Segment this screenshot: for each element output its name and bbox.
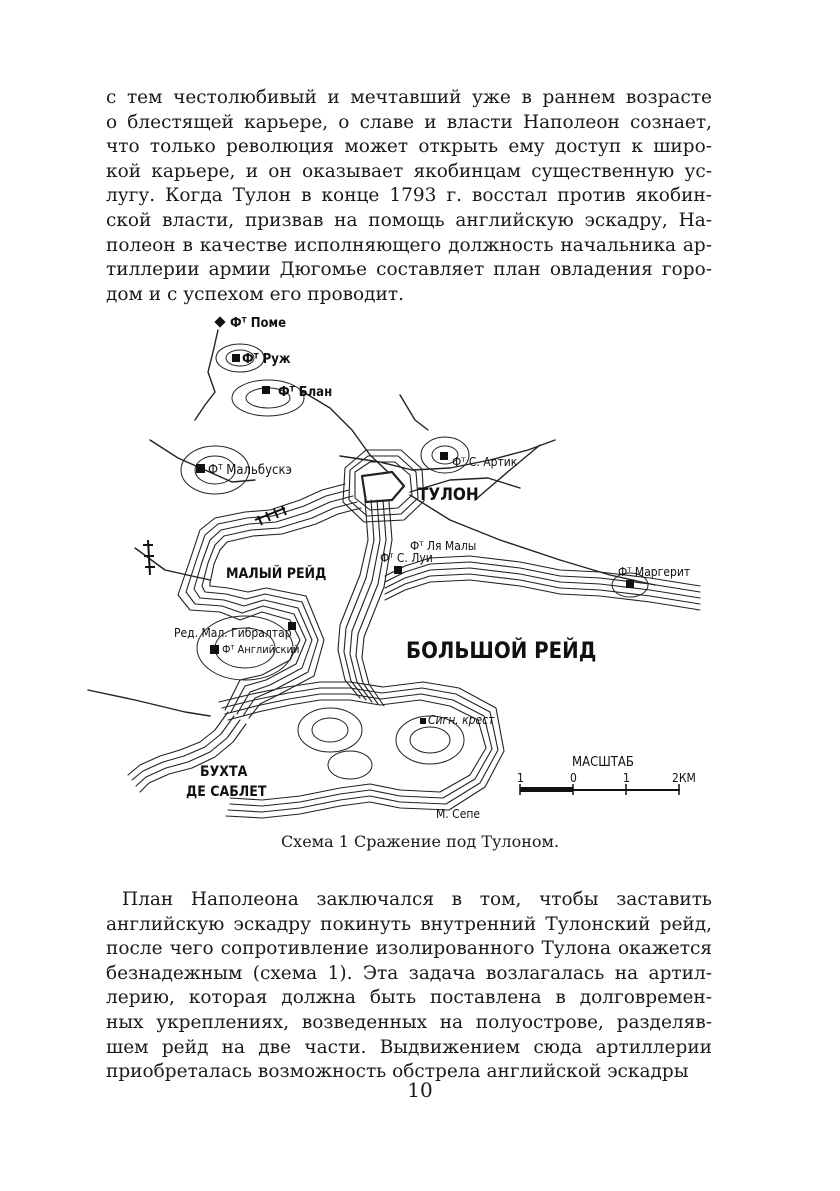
label-fort-la-maly: Фᵀ Ля Малы	[410, 539, 477, 553]
text-line: ных укреплениях, возведенных на полуострове, разделяв-	[106, 1011, 712, 1033]
label-fort-angliysky: Фᵀ Английский	[222, 643, 300, 656]
text-line: шем рейд на две части. Выдвижением сюда артиллерии	[106, 1036, 712, 1058]
figure-caption: Схема 1 Сражение под Тулоном.	[280, 832, 560, 851]
scale-tick: 1	[517, 771, 524, 785]
text-line: кой карьере, и он оказывает якобинцам существенную ус-	[106, 160, 712, 182]
fort-ruzh-marker	[232, 354, 240, 362]
text-line: с тем честолюбивый и мечтавший уже в раннем возрасте	[106, 87, 712, 108]
scale-tick: 0	[570, 771, 577, 785]
toulon-battle-map	[84, 306, 716, 834]
label-toulon: ТУЛОН	[418, 485, 479, 505]
paragraph-bottom	[106, 888, 712, 1085]
text-line: План Наполеона заключался в том, чтобы заставить	[122, 889, 712, 910]
text-line: полеон в качестве исполняющего должность начальника ар-	[106, 234, 712, 256]
label-fort-malbuske: Фᵀ Мальбускэ	[208, 463, 292, 478]
paragraph-top	[106, 86, 712, 307]
text-line: дом и с успехом его проводит.	[106, 283, 404, 305]
fort-angliysky-marker	[210, 645, 219, 654]
label-fort-margerit: Фᵀ Маргерит	[618, 565, 691, 579]
fort-blan-marker	[262, 386, 270, 394]
scale-tick: 2КМ	[672, 771, 696, 785]
barrages	[143, 506, 286, 575]
text-line: английскую эскадру покинуть внутренний Тулонский рейд,	[106, 913, 712, 935]
label-small-roadstead: МАЛЫЙ РЕЙД	[226, 566, 327, 582]
text-line: после чего сопротивление изолированного Тулона окажется	[106, 938, 712, 960]
text-line: тиллерии армии Дюгомье составляет план овладения горо-	[106, 259, 712, 281]
text-line: лугу. Когда Тулон в конце 1793 г. восстал против якобин-	[106, 185, 712, 207]
label-fort-ruzh: Фᵀ Руж	[242, 352, 291, 367]
scale-bar	[517, 755, 696, 795]
text-line: что только революция может открыть ему доступ к широ-	[106, 136, 712, 158]
scale-tick: 1	[623, 771, 630, 785]
label-bay: БУХТА	[200, 764, 248, 780]
page-number: 10	[407, 1078, 433, 1102]
signal-cross-marker	[420, 718, 426, 724]
label-signal-cross: Сигн. крест	[428, 713, 495, 727]
text-line: ской власти, призвав на помощь английскую эскадру, На-	[106, 209, 712, 231]
fort-s-artik-marker	[440, 452, 448, 460]
scale-title: МАСШТАБ	[572, 755, 634, 770]
fort-pome-marker	[214, 316, 225, 327]
label-fort-s-lui: Фᵀ С. Луи	[380, 551, 433, 565]
label-fort-s-artik: Фᵀ С. Артик	[452, 455, 518, 469]
peninsula-coast	[338, 500, 392, 706]
label-big-roadstead: БОЛЬШОЙ РЕЙД	[406, 639, 597, 664]
text-line: о блестящей карьере, о славе и власти Наполеон сознает,	[106, 111, 712, 133]
fort-malbuske-marker	[196, 464, 205, 473]
label-de-sablet: ДЕ САБЛЕТ	[186, 784, 267, 800]
label-cape-sepe: М. Сепе	[436, 807, 481, 821]
label-redoubt-gibraltar: Ред. Мал. Гибралтар	[174, 626, 292, 640]
text-line: лерию, которая должна быть поставлена в долговремен-	[106, 987, 712, 1009]
text-line: безнадежным (схема 1). Эта задача возлагалась на артил-	[106, 962, 712, 984]
label-fort-blan: Фᵀ Блан	[278, 385, 333, 400]
fort-margerit-marker	[626, 580, 634, 588]
fort-s-lui-marker	[394, 566, 402, 574]
west-coast	[128, 712, 246, 792]
label-fort-pome: Фᵀ Поме	[230, 316, 287, 331]
text-line: приобреталась возможность обстрела английской эскадры	[106, 1061, 689, 1083]
